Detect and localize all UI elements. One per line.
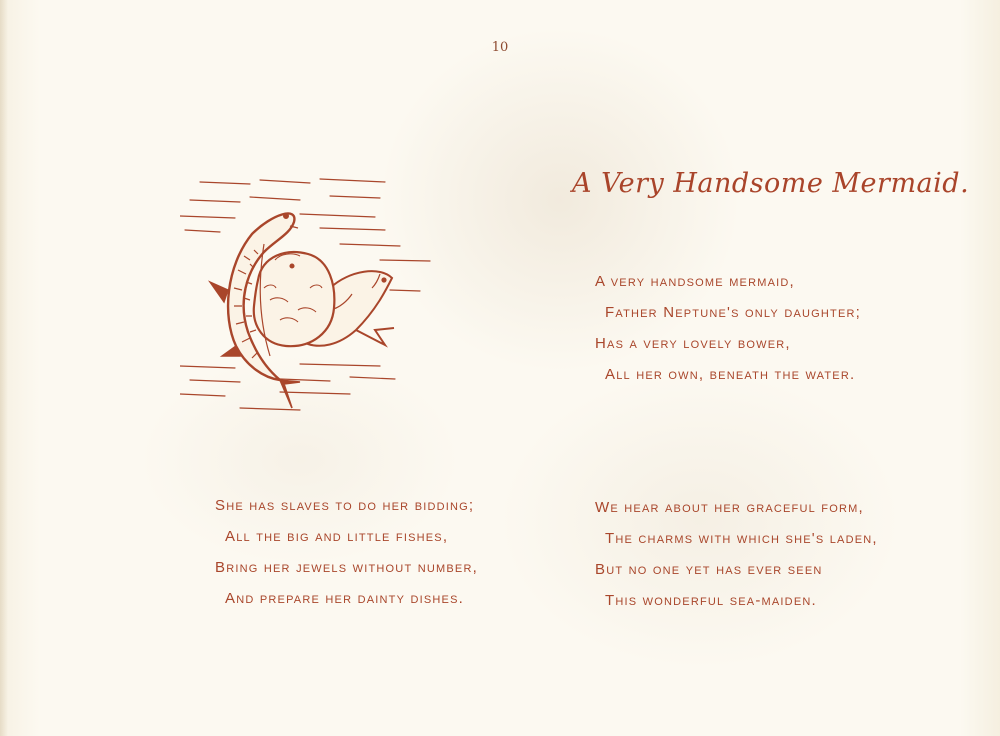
page-number: 10	[491, 40, 509, 55]
stanza-line: We hear about her graceful form,	[595, 499, 864, 516]
stanza-line: All her own, beneath the water.	[605, 366, 856, 383]
stanza-1	[595, 266, 861, 390]
stanza-line: Has a very lovely bower,	[595, 335, 791, 352]
fish-illustration	[180, 170, 440, 420]
stanza-line: But no one yet has ever seen	[595, 561, 823, 578]
stanza-line: And prepare her dainty dishes.	[225, 590, 465, 607]
page-edge-shadow	[0, 0, 8, 736]
poem-title: A Very Handsome Mermaid.	[572, 168, 970, 199]
stanza-line: Bring her jewels without number,	[215, 559, 478, 576]
stanza-3	[595, 492, 878, 616]
stanza-line: Father Neptune's only daughter;	[605, 304, 862, 321]
stanza-line: She has slaves to do her bidding;	[215, 497, 475, 514]
stanza-line: The charms with which she's laden,	[605, 530, 878, 547]
stanza-line: This wonderful sea-maiden.	[605, 592, 817, 609]
stanza-line: A very handsome mermaid,	[595, 273, 795, 290]
stanza-line: All the big and little fishes,	[225, 528, 449, 545]
stanza-2	[215, 490, 478, 614]
